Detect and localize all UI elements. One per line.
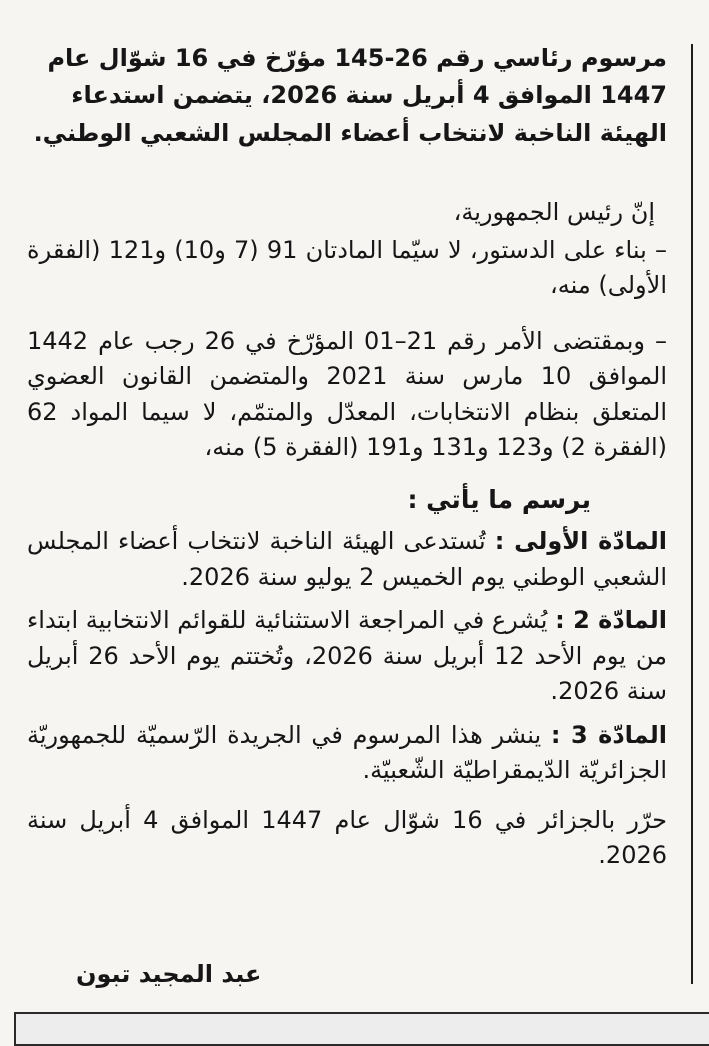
signed-line: حرّر بالجزائر في 16 شوّال عام 1447 الموافق 4 أبريل سنة 2026. [27, 805, 668, 870]
article-3-text: ينشر هذا المرسوم في الجريدة الرّسميّة للجمهوريّة الجزائريّة الدّيمقراطيّة الشّعبيّة. [27, 720, 667, 785]
article-1 [27, 524, 667, 595]
page-column-rule [691, 44, 693, 984]
decree-heading: يرسم ما يأتي : [407, 484, 591, 514]
decree-intro: إنّ رئيس الجمهورية، [453, 198, 655, 227]
signature-name: عبد المجيد تبون [76, 960, 262, 988]
decree-basis-order: – وبمقتضى الأمر رقم 21–01 المؤرّخ في 26 رجب عام 1442 الموافق 10 مارس سنة 2021 والمتضمن القانون العضوي المتعلق بنظام الانتخابات، المعدّل والمتمّم، لا سيما المواد 62 (الفقرة 2) و123 و131 و191 (الفقرة 5) منه، [27, 326, 667, 462]
decree-basis-constitution: – بناء على الدستور، لا سيّما المادتان 91 (7 و10) و121 (الفقرة الأولى) منه، [27, 235, 667, 300]
article-3 [27, 718, 667, 789]
bottom-frame [14, 1012, 709, 1046]
article-2-label: المادّة 2 : [555, 606, 668, 635]
article-2 [27, 603, 667, 710]
article-3-label: المادّة 3 : [550, 720, 668, 749]
article-2-text: يُشرع في المراجعة الاستثنائية للقوائم الانتخابية ابتداء من يوم الأحد 12 أبريل سنة 2026، وتُختتم يوم الأحد 26 أبريل سنة 2026. [27, 606, 667, 706]
decree-content [27, 40, 667, 874]
article-1-label: المادّة الأولى : [494, 527, 667, 556]
article-1-text: تُستدعى الهيئة الناخبة لانتخاب أعضاء المجلس الشعبي الوطني يوم الخميس 2 يوليو سنة 2026. [27, 527, 667, 591]
decree-title: مرسوم رئاسي رقم 26-145 مؤرّخ في 16 شوّال عام 1447 الموافق 4 أبريل سنة 2026، يتضمن استدعاء الهيئة الناخبة لانتخاب أعضاء المجلس الشعبي الوطني. [33, 44, 667, 147]
